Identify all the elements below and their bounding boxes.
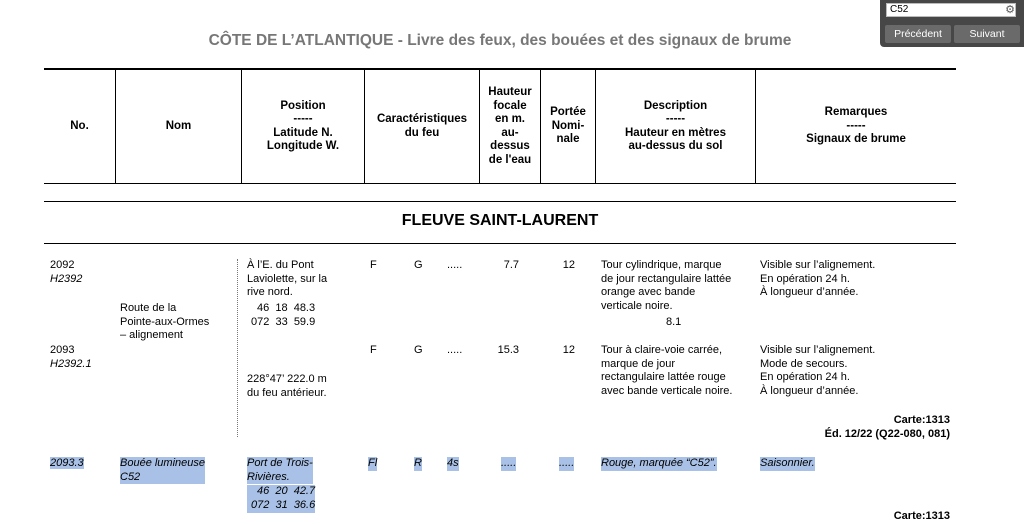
header-nom: Nom [165,119,192,132]
entry-number: 2093 [50,344,75,356]
entry-description: Tour cylindrique, marque de jour rectangulaire lattée orange avec bande verticale noire. [601,259,732,312]
header-caracteristiques: Caractéristiques du feu [376,113,468,139]
entry-position: 228°47’ 222.0 m du feu antérieur. [247,373,327,399]
entry-range: 12 [562,344,575,356]
entry-remarks: Visible sur l’alignement. En opération 24 h. À longueur d’année. [760,259,876,299]
header-description: Description ----- Hauteur en mètres au-dessus du sol [625,99,726,152]
entry-intl-number: H2392.1 [50,358,92,370]
header-no: No. [70,119,89,132]
entry-remarks: Saisonnier. [760,457,815,469]
entry-period: ..... [447,259,463,271]
find-bar [880,0,1024,47]
header-hauteur: Hauteur focale en m. au- dessus de l'eau [488,86,532,166]
entry-height: ..... [501,457,517,469]
header-remarques: Remarques ----- Signaux de brume [806,106,906,146]
entry-description-height: 8.1 [666,316,682,328]
entry-height: 7.7 [503,259,519,271]
find-input[interactable] [886,3,1016,17]
section-top-rule [44,201,956,202]
entry-range: ..... [559,457,575,469]
entry-remarks: Visible sur l’alignement. Mode de secours. En opération 24 h. À longueur d’année. [760,344,876,397]
entry-divider [237,259,238,437]
entry-longitude: 072 31 36.6 [247,499,315,513]
entry-chart: Carte:1313 [893,510,950,522]
entry-position: Port de Trois- Rivières. [247,457,313,483]
entry-range: 12 [562,259,575,271]
entry-edition: Éd. 12/22 (Q22-080, 081) [824,428,950,440]
header-position: Position ----- Latitude N. Longitude W. [266,99,340,152]
entry-longitude: 072 33 59.9 [251,316,316,328]
entry-chart: Carte:1313 [893,414,950,426]
gear-icon[interactable]: ⚙ [1005,4,1015,16]
entry-light-char: F [370,259,377,271]
entry-position: À l’E. du Pont Laviolette, sur la rive nord. [247,259,328,299]
header-bottom-rule [44,183,956,184]
entry-latitude: 46 18 48.3 [257,302,316,314]
entry-name: Route de la Pointe-aux-Ormes – alignement [120,302,210,342]
previous-button[interactable]: Précédent [885,25,951,43]
entry-description: Rouge, marquée “C52”. [601,457,717,469]
entry-name: Bouée lumineuse C52 [120,457,206,483]
entry-latitude: 46 20 42.7 [247,485,315,499]
entry-height: 15.3 [497,344,519,356]
entry-number: 2092 [50,259,75,271]
entry-light-char: Fl [368,457,378,469]
entry-light-color: G [414,259,423,271]
header-portee: Portée Nomi- nale [550,106,586,146]
entry-description: Tour à claire-voie carrée, marque de jour rectangulaire lattée rouge avec bande verticale noire. [601,344,733,397]
entry-period: 4s [447,457,459,469]
entry-period: ..... [447,344,463,356]
section-title: FLEUVE SAINT-LAURENT [401,212,599,229]
document-title: CÔTE DE L’ATLANTIQUE - Livre des feux, des bouées et des signaux de brume [208,32,792,49]
entry-light-color: R [414,457,422,469]
entry-intl-number: H2392 [50,273,83,285]
entry-number: 2093.3 [50,457,84,469]
next-button[interactable]: Suivant [954,25,1020,43]
section-bottom-rule [44,243,956,244]
entry-light-color: G [414,344,423,356]
entry-light-char: F [370,344,377,356]
